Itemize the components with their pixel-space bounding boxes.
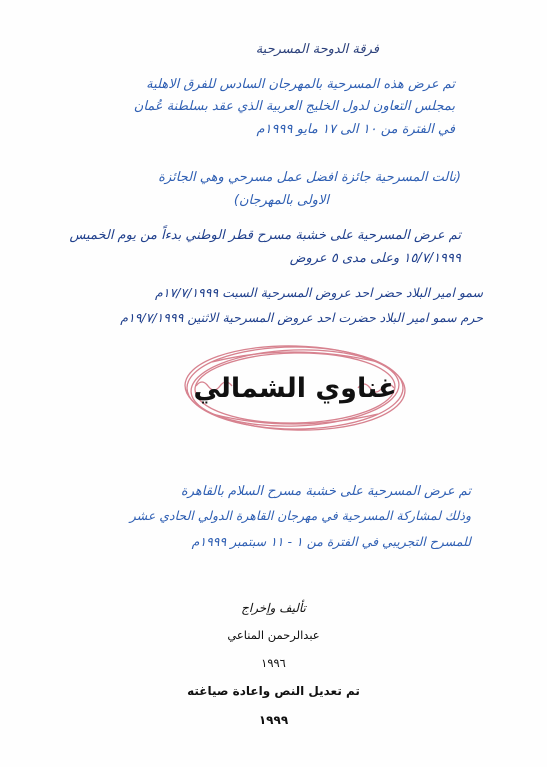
para2-line2: ١٥/٧/١٩٩٩ وعلى مدى ٥ عروض: [289, 251, 461, 266]
para3-line2: وذلك لمشاركة المسرحية في مهرجان القاهرة الدولي الحادي عشر: [129, 508, 471, 523]
revision-note: تم تعديل النص واعادة صياغته: [187, 684, 360, 698]
para1-line2: بمجلس التعاون لدول الخليج العربية الذي عقد بسلطنة عُمان: [133, 99, 455, 114]
author-name: عبدالرحمن المناعي: [227, 628, 320, 642]
title-frame: [182, 342, 408, 434]
para1-line3: في الفترة من ١٠ الى ١٧ مايو ١٩٩٩م: [256, 122, 455, 137]
para2-line4: حرم سمو امير البلاد حضرت احد عروض المسرحية الاثنين ١٩/٧/١٩٩٩م: [120, 310, 483, 325]
year-revised: ١٩٩٩: [258, 713, 289, 727]
para1-line1: تم عرض هذه المسرحية بالمهرجان السادس للفرق الاهلية: [146, 77, 455, 92]
year-written: ١٩٩٦: [261, 656, 286, 670]
para3-line1: تم عرض المسرحية على خشبة مسرح السلام بالقاهرة: [180, 484, 471, 499]
play-title: غناوي الشمالي: [193, 372, 397, 404]
para2-line3: سمو امير البلاد حضر احد عروض المسرحية السبت ١٧/٧/١٩٩٩م: [155, 285, 483, 300]
award-line2: الاولى بالمهرجان): [233, 193, 329, 208]
para2-line1: تم عرض المسرحية على خشبة مسرح قطر الوطني بدءاً من يوم الخميس: [69, 228, 461, 243]
award-line1: (نالت المسرحية جائزة افضل عمل مسرحي وهي الجائزة: [158, 170, 461, 185]
credit-label: تأليف وإخراج: [241, 601, 306, 615]
para3-line3: للمسرح التجريبي في الفترة من ١ - ١١ سبتمبر ١٩٩٩م: [191, 534, 471, 549]
troupe-name: فرقة الدوحة المسرحية: [255, 42, 379, 57]
